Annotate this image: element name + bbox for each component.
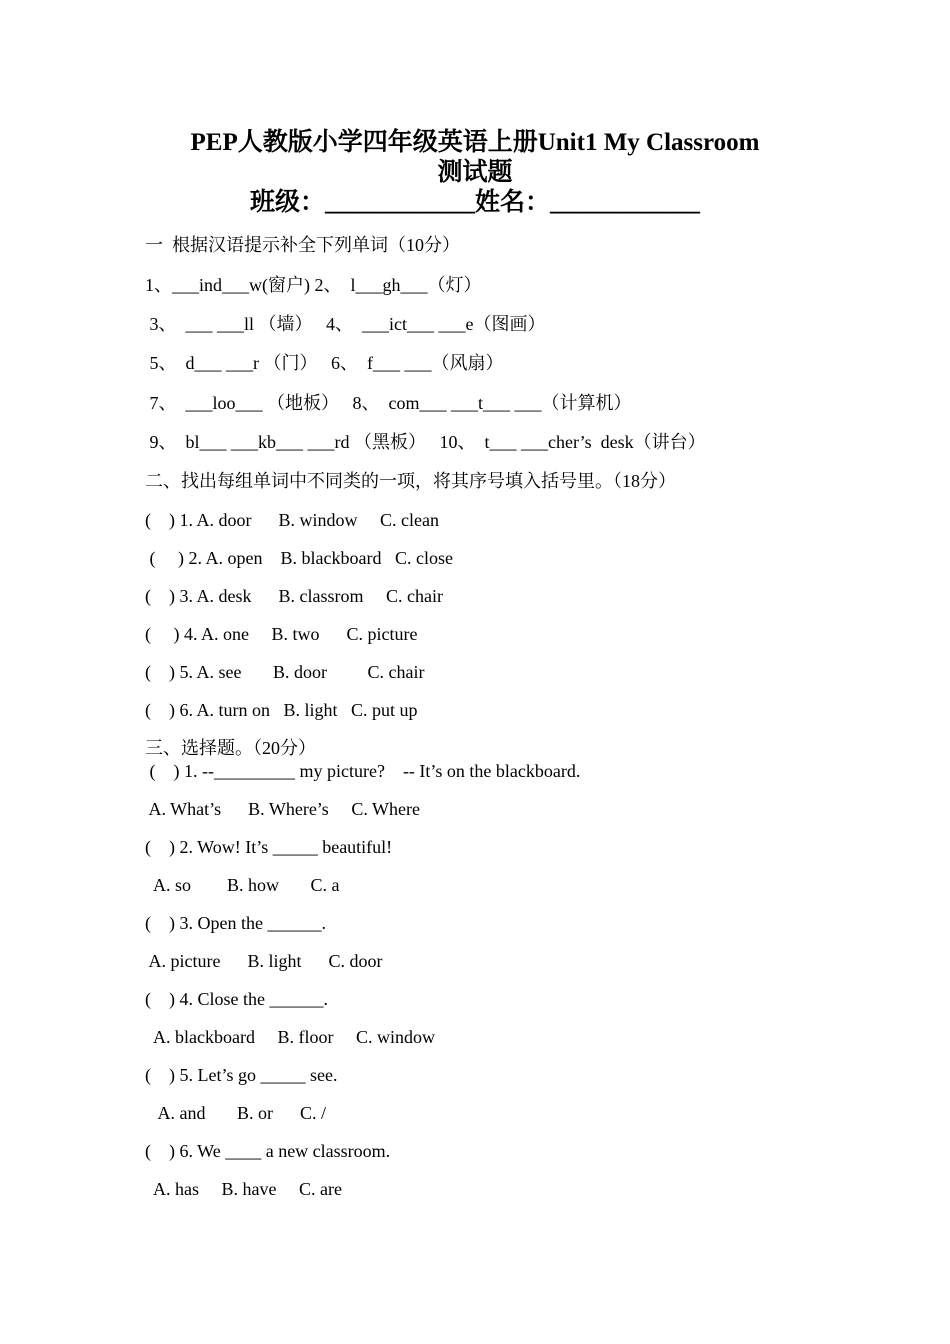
question-line: ( ) 5. Let’s go _____ see. — [145, 1065, 338, 1085]
class-name-line: 班级：____________姓名：____________ — [249, 189, 700, 216]
section-1-heading: 一 根据汉语提示补全下列单词（10分） — [145, 235, 460, 255]
answer-options: A. has B. have C. are — [145, 1179, 342, 1199]
question-line: ( ) 4. Close the ______. — [145, 989, 328, 1009]
question-line: ( ) 5. A. see B. door C. chair — [145, 662, 425, 682]
answer-options: A. picture B. light C. door — [145, 951, 383, 971]
question-line: ( ) 2. Wow! It’s _____ beautiful! — [145, 837, 393, 857]
question-line: 9、 bl___ ___kb___ ___rd （黑板） 10、 t___ ___cher’s desk（讲台） — [145, 432, 706, 452]
answer-options: A. so B. how C. a — [145, 875, 340, 895]
question-line: ( ) 6. A. turn on B. light C. put up — [145, 700, 418, 720]
section-2-heading: 二、找出每组单词中不同类的一项，将其序号填入括号里。（18分） — [145, 471, 676, 491]
question-line: ( ) 1. A. door B. window C. clean — [145, 510, 439, 530]
question-line: ( ) 3. A. desk B. classrom C. chair — [145, 586, 443, 606]
question-line: ( ) 4. A. one B. two C. picture — [145, 624, 418, 644]
question-line: 3、 ___ ___ll （墙） 4、 ___ict___ ___e（图画） — [145, 314, 546, 334]
question-line: ( ) 1. --_________ my picture? -- It’s on the blackboard. — [145, 761, 581, 781]
answer-options: A. blackboard B. floor C. window — [145, 1027, 435, 1047]
question-line: ( ) 3. Open the ______. — [145, 913, 326, 933]
question-line: ( ) 6. We ____ a new classroom. — [145, 1141, 391, 1161]
section-3-heading: 三、选择题。（20分） — [145, 738, 316, 758]
answer-options: A. and B. or C. / — [145, 1103, 327, 1123]
question-line: ( ) 2. A. open B. blackboard C. close — [145, 548, 453, 568]
answer-options: A. What’s B. Where’s C. Where — [145, 799, 420, 819]
question-line: 7、 ___loo___ （地板） 8、 com___ ___t___ ___（计算机） — [145, 393, 632, 413]
title-line-1: PEP人教版小学四年级英语上册Unit1 My Classroom — [190, 129, 760, 156]
title-line-2: 测试题 — [437, 159, 513, 186]
question-line: 1、___ind___w(窗户) 2、 l___gh___（灯） — [145, 275, 482, 295]
question-line: 5、 d___ ___r （门） 6、 f___ ___（风扇） — [145, 353, 504, 373]
